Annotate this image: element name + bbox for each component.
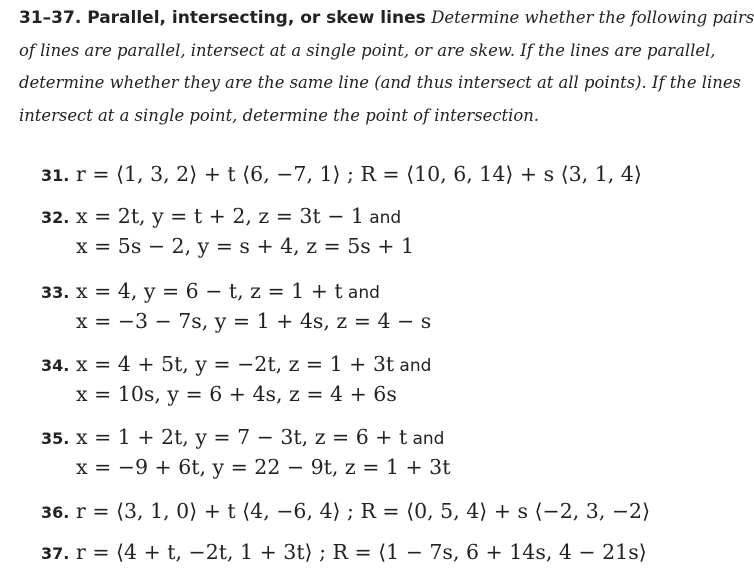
line-equation: x = −3 − 7s, y = 1 + 4s, z = 4 − s (76, 309, 432, 333)
line-equation: r = ⟨3, 1, 0⟩ + t ⟨4, −6, 4⟩ ; R = ⟨0, 5, 4⟩ + s ⟨−2, 3, −2⟩ (76, 499, 651, 523)
line-equation: x = −9 + 6t, y = 22 − 9t, z = 1 + 3t (76, 455, 451, 479)
line-equation: x = 5s − 2, y = s + 4, z = 5s + 1 (76, 234, 415, 258)
problem-35 (41, 423, 450, 481)
problem-number: 31. (41, 166, 70, 185)
problem-number: 34. (41, 356, 70, 375)
problem-36 (41, 497, 650, 527)
line-equation: r = ⟨1, 3, 2⟩ + t ⟨6, −7, 1⟩ ; R = ⟨10, 6, 14⟩ + s ⟨3, 1, 4⟩ (76, 162, 642, 186)
problem-number: 37. (41, 544, 70, 563)
line-equation: x = 4 + 5t, y = −2t, z = 1 + 3t (76, 352, 395, 376)
problem-33 (41, 277, 431, 335)
and-separator: and (347, 283, 380, 303)
line-equation: x = 1 + 2t, y = 7 − 3t, z = 6 + t (76, 425, 408, 449)
problem-37 (41, 538, 647, 568)
instructions-line-1 (19, 2, 754, 35)
problem-34 (41, 350, 431, 408)
description-line: intersect at a single point, determine the point of intersection. (19, 105, 539, 125)
problem-31 (41, 160, 642, 190)
and-separator: and (399, 356, 432, 376)
description-line: determine whether they are the same line (and thus intersect at all points). If the lines (19, 73, 741, 92)
line-equation: r = ⟨4 + t, −2t, 1 + 3t⟩ ; R = ⟨1 − 7s, 6 + 14s, 4 − 21s⟩ (76, 540, 647, 564)
problem-number: 36. (41, 503, 70, 522)
section-heading: 31–37. Parallel, intersecting, or skew lines (19, 8, 426, 28)
problem-number: 33. (41, 283, 70, 302)
line-equation: x = 2t, y = t + 2, z = 3t − 1 (76, 204, 364, 228)
line-equation: x = 4, y = 6 − t, z = 1 + t (76, 279, 343, 303)
description-line: of lines are parallel, intersect at a single point, or are skew. If the lines are parallel, (19, 40, 716, 60)
and-separator: and (369, 208, 402, 228)
problem-number: 35. (41, 429, 70, 448)
problem-32 (41, 202, 414, 260)
description-line: Determine whether the following pairs (431, 8, 754, 27)
and-separator: and (412, 429, 445, 449)
instructions (19, 2, 754, 132)
line-equation: x = 10s, y = 6 + 4s, z = 4 + 6s (76, 382, 397, 406)
problem-number: 32. (41, 208, 70, 227)
